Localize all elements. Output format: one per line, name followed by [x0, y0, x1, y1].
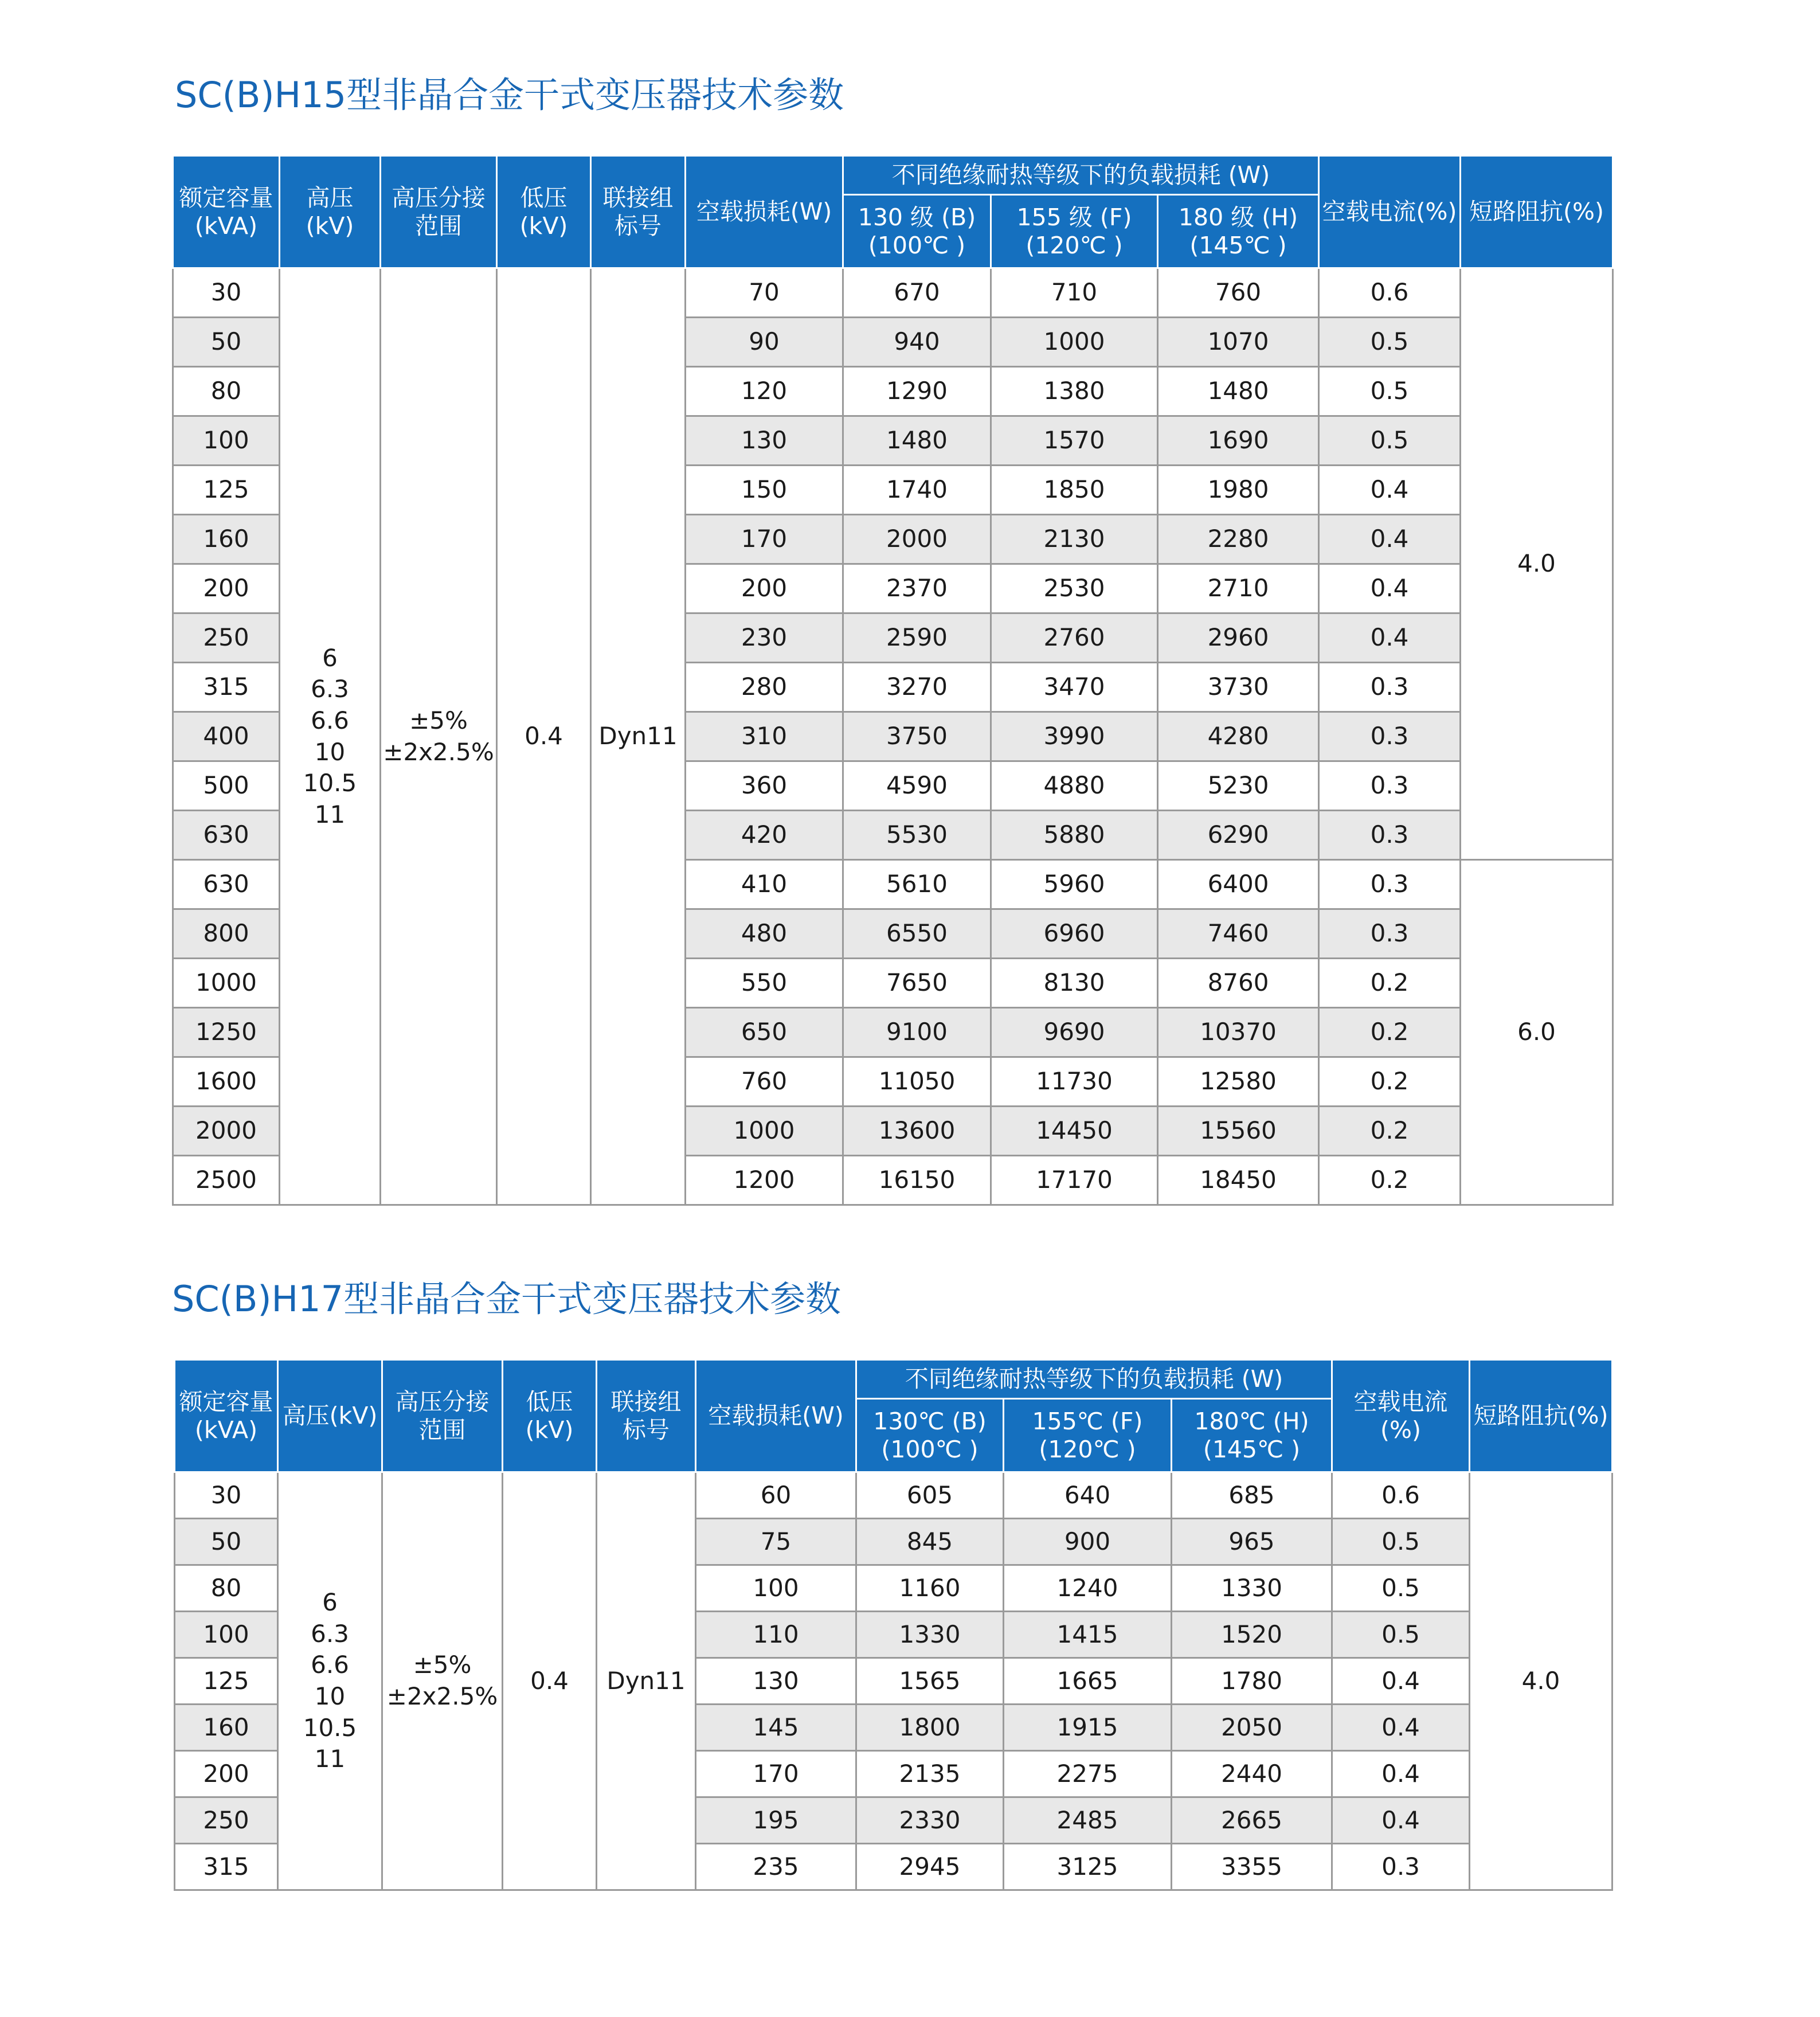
- load-loss-f-cell: 1570: [991, 416, 1158, 466]
- noload-loss-cell: 410: [686, 860, 843, 909]
- table2-title: SC(B)H17型非晶合金干式变压器技术参数: [172, 1278, 841, 1320]
- load-loss-f-cell: 3470: [991, 663, 1158, 712]
- load-loss-h-cell: 1980: [1158, 466, 1319, 515]
- load-loss-h-cell: 1070: [1158, 318, 1319, 367]
- load-loss-f-cell: 900: [1004, 1519, 1172, 1565]
- load-loss-h-cell: 4280: [1158, 712, 1319, 761]
- class-h-label: 180 级 (H): [1178, 204, 1298, 232]
- load-loss-b-cell: 11050: [843, 1057, 991, 1107]
- load-loss-h-cell: 7460: [1158, 909, 1319, 959]
- load-loss-b-cell: 9100: [843, 1008, 991, 1057]
- load-loss-b-cell: 3270: [843, 663, 991, 712]
- noload-current-cell: 0.3: [1319, 860, 1461, 909]
- header-impedance: 短路阻抗(%): [1461, 156, 1613, 268]
- capacity-cell: 100: [175, 1612, 278, 1658]
- capacity-cell: 160: [175, 1705, 278, 1751]
- lv-value-cell: 0.4: [497, 268, 591, 1205]
- capacity-cell: 200: [175, 1751, 278, 1797]
- noload-current-cell: 0.5: [1319, 367, 1461, 416]
- table1-title: SC(B)H15型非晶合金干式变压器技术参数: [175, 74, 844, 116]
- capacity-cell: 125: [175, 1658, 278, 1705]
- load-loss-b-cell: 845: [856, 1519, 1004, 1565]
- load-loss-h-cell: 2710: [1158, 564, 1319, 613]
- load-loss-b-cell: 940: [843, 318, 991, 367]
- header-class-h: [1172, 1399, 1332, 1472]
- noload-loss-cell: 230: [686, 613, 843, 663]
- noload-current-cell: 0.4: [1332, 1797, 1470, 1844]
- load-loss-f-cell: 3990: [991, 712, 1158, 761]
- load-loss-h-cell: 685: [1172, 1472, 1332, 1519]
- noload-loss-cell: 1200: [686, 1156, 843, 1205]
- header-noload-loss: 空载损耗(W): [686, 156, 843, 268]
- load-loss-b-cell: 2000: [843, 515, 991, 564]
- load-loss-b-cell: 2370: [843, 564, 991, 613]
- spec-table-h15-body: [173, 268, 1613, 1205]
- header-vector-group: 联接组标号: [591, 156, 686, 268]
- capacity-cell: 200: [173, 564, 280, 613]
- load-loss-b-cell: 670: [843, 268, 991, 318]
- noload-loss-cell: 100: [696, 1565, 856, 1612]
- hv-values-cell: 6 6.3 6.6 10 10.5 11: [280, 268, 381, 1205]
- class-f-temp: (120℃ ): [1026, 231, 1123, 259]
- load-loss-f-cell: 2485: [1004, 1797, 1172, 1844]
- noload-loss-cell: 480: [686, 909, 843, 959]
- noload-loss-cell: 360: [686, 761, 843, 811]
- impedance-cell: 4.0: [1470, 1472, 1612, 1890]
- capacity-cell: 630: [173, 811, 280, 860]
- load-loss-b-cell: 1480: [843, 416, 991, 466]
- tap-range-cell: ±5% ±2x2.5%: [381, 268, 497, 1205]
- noload-current-cell: 0.5: [1319, 416, 1461, 466]
- load-loss-f-cell: 640: [1004, 1472, 1172, 1519]
- noload-current-cell: 0.5: [1332, 1519, 1470, 1565]
- load-loss-h-cell: 5230: [1158, 761, 1319, 811]
- capacity-cell: 125: [173, 466, 280, 515]
- vector-group-cell: Dyn11: [591, 268, 686, 1205]
- load-loss-h-cell: 10370: [1158, 1008, 1319, 1057]
- capacity-cell: 1000: [173, 959, 280, 1008]
- header-class-b: [843, 195, 991, 268]
- noload-loss-cell: 60: [696, 1472, 856, 1519]
- capacity-cell: 100: [173, 416, 280, 466]
- noload-loss-cell: 280: [686, 663, 843, 712]
- load-loss-b-cell: 2135: [856, 1751, 1004, 1797]
- class-f-label: 155 级 (F): [1016, 204, 1132, 232]
- load-loss-h-cell: 8760: [1158, 959, 1319, 1008]
- header-class-h: [1158, 195, 1319, 268]
- header-noload-current: 空载电流(%): [1319, 156, 1461, 268]
- capacity-cell: 630: [173, 860, 280, 909]
- class-b-label: 130℃ (B): [873, 1408, 987, 1436]
- capacity-cell: 400: [173, 712, 280, 761]
- noload-current-cell: 0.4: [1332, 1705, 1470, 1751]
- load-loss-f-cell: 1380: [991, 367, 1158, 416]
- load-loss-f-cell: 5960: [991, 860, 1158, 909]
- load-loss-b-cell: 1290: [843, 367, 991, 416]
- noload-current-cell: 0.4: [1319, 564, 1461, 613]
- load-loss-h-cell: 12580: [1158, 1057, 1319, 1107]
- load-loss-f-cell: 710: [991, 268, 1158, 318]
- noload-current-cell: 0.3: [1319, 663, 1461, 712]
- load-loss-h-cell: 15560: [1158, 1107, 1319, 1156]
- load-loss-b-cell: 4590: [843, 761, 991, 811]
- header-class-b: [856, 1399, 1004, 1472]
- class-h-temp: (145℃ ): [1189, 231, 1287, 259]
- capacity-cell: 2000: [173, 1107, 280, 1156]
- load-loss-b-cell: 1160: [856, 1565, 1004, 1612]
- noload-current-cell: 0.4: [1332, 1751, 1470, 1797]
- load-loss-f-cell: 1240: [1004, 1565, 1172, 1612]
- noload-current-cell: 0.3: [1332, 1844, 1470, 1890]
- header-load-loss-group: 不同绝缘耐热等级下的负载损耗 (W): [856, 1360, 1332, 1399]
- noload-current-cell: 0.5: [1332, 1565, 1470, 1612]
- class-f-temp: (120℃ ): [1039, 1435, 1136, 1463]
- load-loss-f-cell: 2130: [991, 515, 1158, 564]
- load-loss-h-cell: 2280: [1158, 515, 1319, 564]
- table-row: [175, 1472, 1612, 1519]
- noload-loss-cell: 170: [696, 1751, 856, 1797]
- load-loss-b-cell: 16150: [843, 1156, 991, 1205]
- load-loss-f-cell: 6960: [991, 909, 1158, 959]
- load-loss-h-cell: 1330: [1172, 1565, 1332, 1612]
- noload-loss-cell: 420: [686, 811, 843, 860]
- load-loss-b-cell: 6550: [843, 909, 991, 959]
- capacity-cell: 1250: [173, 1008, 280, 1057]
- load-loss-h-cell: 2665: [1172, 1797, 1332, 1844]
- load-loss-h-cell: 2960: [1158, 613, 1319, 663]
- load-loss-h-cell: 1520: [1172, 1612, 1332, 1658]
- noload-loss-cell: 195: [696, 1797, 856, 1844]
- load-loss-b-cell: 1330: [856, 1612, 1004, 1658]
- capacity-cell: 250: [173, 613, 280, 663]
- noload-loss-cell: 1000: [686, 1107, 843, 1156]
- capacity-cell: 50: [173, 318, 280, 367]
- load-loss-h-cell: 18450: [1158, 1156, 1319, 1205]
- load-loss-f-cell: 11730: [991, 1057, 1158, 1107]
- header-class-f: [1004, 1399, 1172, 1472]
- spec-table-h15: [172, 155, 1614, 1206]
- load-loss-f-cell: 1665: [1004, 1658, 1172, 1705]
- noload-current-cell: 0.3: [1319, 909, 1461, 959]
- capacity-cell: 500: [173, 761, 280, 811]
- load-loss-f-cell: 1000: [991, 318, 1158, 367]
- noload-loss-cell: 75: [696, 1519, 856, 1565]
- load-loss-f-cell: 1415: [1004, 1612, 1172, 1658]
- noload-loss-cell: 120: [686, 367, 843, 416]
- load-loss-h-cell: 6400: [1158, 860, 1319, 909]
- capacity-cell: 30: [175, 1472, 278, 1519]
- load-loss-b-cell: 7650: [843, 959, 991, 1008]
- noload-current-cell: 0.3: [1319, 811, 1461, 860]
- noload-loss-cell: 550: [686, 959, 843, 1008]
- header-capacity: 额定容量(kVA): [173, 156, 280, 268]
- noload-loss-cell: 235: [696, 1844, 856, 1890]
- lv-value-cell: 0.4: [503, 1472, 597, 1890]
- noload-current-cell: 0.6: [1319, 268, 1461, 318]
- load-loss-h-cell: 965: [1172, 1519, 1332, 1565]
- load-loss-f-cell: 14450: [991, 1107, 1158, 1156]
- noload-loss-cell: 150: [686, 466, 843, 515]
- noload-current-cell: 0.6: [1332, 1472, 1470, 1519]
- noload-loss-cell: 200: [686, 564, 843, 613]
- vector-group-cell: Dyn11: [597, 1472, 696, 1890]
- noload-loss-cell: 145: [696, 1705, 856, 1751]
- load-loss-h-cell: 1480: [1158, 367, 1319, 416]
- capacity-cell: 250: [175, 1797, 278, 1844]
- header-tap-range: 高压分接范围: [381, 156, 497, 268]
- load-loss-f-cell: 17170: [991, 1156, 1158, 1205]
- header-hv: 高压(kV): [280, 156, 381, 268]
- load-loss-b-cell: 3750: [843, 712, 991, 761]
- load-loss-f-cell: 3125: [1004, 1844, 1172, 1890]
- load-loss-h-cell: 2440: [1172, 1751, 1332, 1797]
- class-f-label: 155℃ (F): [1032, 1408, 1143, 1436]
- header-hv: 高压(kV): [278, 1360, 382, 1472]
- load-loss-h-cell: 1690: [1158, 416, 1319, 466]
- tap-range-cell: ±5% ±2x2.5%: [382, 1472, 503, 1890]
- load-loss-f-cell: 5880: [991, 811, 1158, 860]
- header-noload-current: 空载电流(%): [1332, 1360, 1470, 1472]
- hv-values-cell: 6 6.3 6.6 10 10.5 11: [278, 1472, 382, 1890]
- class-b-label: 130 级 (B): [858, 204, 976, 232]
- noload-current-cell: 0.2: [1319, 1057, 1461, 1107]
- header-capacity: 额定容量 (kVA): [175, 1360, 278, 1472]
- header-tap-range: 高压分接范围: [382, 1360, 503, 1472]
- header-impedance: 短路阻抗(%): [1470, 1360, 1612, 1472]
- header-vector-group: 联接组标号: [597, 1360, 696, 1472]
- header-lv: 低压(kV): [497, 156, 591, 268]
- noload-loss-cell: 110: [696, 1612, 856, 1658]
- load-loss-h-cell: 3730: [1158, 663, 1319, 712]
- load-loss-f-cell: 2275: [1004, 1751, 1172, 1797]
- header-class-f: [991, 195, 1158, 268]
- noload-current-cell: 0.3: [1319, 712, 1461, 761]
- class-b-temp: (100℃ ): [868, 231, 966, 259]
- spec-table-h17: [174, 1359, 1613, 1891]
- noload-current-cell: 0.4: [1332, 1658, 1470, 1705]
- noload-loss-cell: 90: [686, 318, 843, 367]
- capacity-cell: 50: [175, 1519, 278, 1565]
- impedance-cell: 4.0: [1461, 268, 1613, 860]
- class-b-temp: (100℃ ): [881, 1435, 979, 1463]
- load-loss-h-cell: 1780: [1172, 1658, 1332, 1705]
- spec-table-h17-body: [175, 1472, 1612, 1890]
- class-h-temp: (145℃ ): [1203, 1435, 1301, 1463]
- noload-current-cell: 0.5: [1319, 318, 1461, 367]
- load-loss-f-cell: 8130: [991, 959, 1158, 1008]
- capacity-cell: 30: [173, 268, 280, 318]
- capacity-cell: 315: [173, 663, 280, 712]
- capacity-cell: 160: [173, 515, 280, 564]
- noload-loss-cell: 310: [686, 712, 843, 761]
- capacity-cell: 80: [173, 367, 280, 416]
- load-loss-h-cell: 760: [1158, 268, 1319, 318]
- noload-current-cell: 0.4: [1319, 613, 1461, 663]
- load-loss-f-cell: 4880: [991, 761, 1158, 811]
- load-loss-h-cell: 3355: [1172, 1844, 1332, 1890]
- noload-loss-cell: 170: [686, 515, 843, 564]
- load-loss-b-cell: 1800: [856, 1705, 1004, 1751]
- load-loss-b-cell: 2330: [856, 1797, 1004, 1844]
- noload-current-cell: 0.3: [1319, 761, 1461, 811]
- load-loss-b-cell: 5530: [843, 811, 991, 860]
- load-loss-f-cell: 1850: [991, 466, 1158, 515]
- load-loss-b-cell: 1565: [856, 1658, 1004, 1705]
- noload-current-cell: 0.5: [1332, 1612, 1470, 1658]
- load-loss-b-cell: 13600: [843, 1107, 991, 1156]
- load-loss-b-cell: 1740: [843, 466, 991, 515]
- load-loss-b-cell: 605: [856, 1472, 1004, 1519]
- capacity-cell: 80: [175, 1565, 278, 1612]
- impedance-cell: 6.0: [1461, 860, 1613, 1205]
- capacity-cell: 1600: [173, 1057, 280, 1107]
- noload-current-cell: 0.2: [1319, 1156, 1461, 1205]
- noload-current-cell: 0.2: [1319, 1008, 1461, 1057]
- noload-current-cell: 0.2: [1319, 1107, 1461, 1156]
- capacity-cell: 315: [175, 1844, 278, 1890]
- noload-current-cell: 0.2: [1319, 959, 1461, 1008]
- load-loss-f-cell: 1915: [1004, 1705, 1172, 1751]
- table-row: [173, 268, 1613, 318]
- load-loss-f-cell: 2760: [991, 613, 1158, 663]
- header-noload-loss: 空载损耗(W): [696, 1360, 856, 1472]
- noload-loss-cell: 760: [686, 1057, 843, 1107]
- load-loss-b-cell: 2945: [856, 1844, 1004, 1890]
- noload-loss-cell: 130: [686, 416, 843, 466]
- load-loss-f-cell: 2530: [991, 564, 1158, 613]
- load-loss-h-cell: 6290: [1158, 811, 1319, 860]
- noload-loss-cell: 130: [696, 1658, 856, 1705]
- header-lv: 低压(kV): [503, 1360, 597, 1472]
- load-loss-h-cell: 2050: [1172, 1705, 1332, 1751]
- load-loss-f-cell: 9690: [991, 1008, 1158, 1057]
- noload-loss-cell: 650: [686, 1008, 843, 1057]
- capacity-cell: 2500: [173, 1156, 280, 1205]
- noload-loss-cell: 70: [686, 268, 843, 318]
- noload-current-cell: 0.4: [1319, 466, 1461, 515]
- load-loss-b-cell: 2590: [843, 613, 991, 663]
- class-h-label: 180℃ (H): [1194, 1408, 1309, 1436]
- load-loss-b-cell: 5610: [843, 860, 991, 909]
- capacity-cell: 800: [173, 909, 280, 959]
- header-load-loss-group: 不同绝缘耐热等级下的负载损耗 (W): [843, 156, 1319, 195]
- noload-current-cell: 0.4: [1319, 515, 1461, 564]
